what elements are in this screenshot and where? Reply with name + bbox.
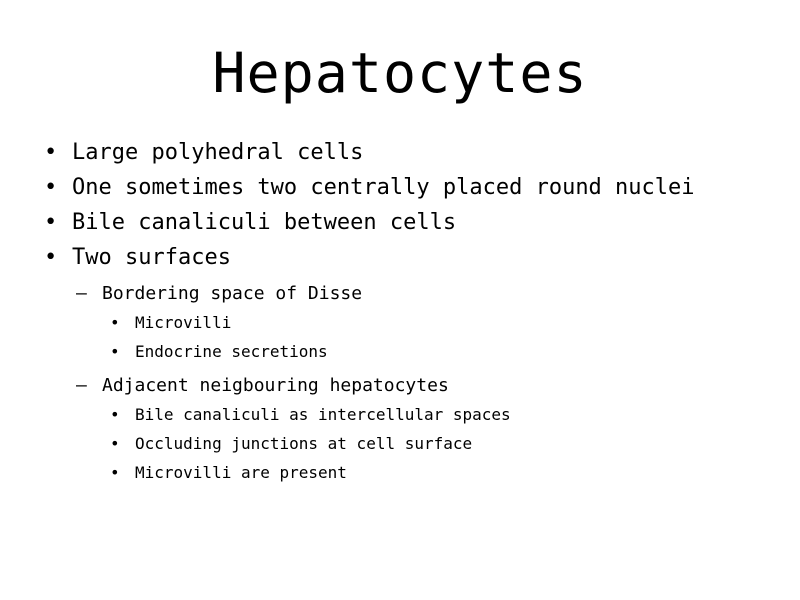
- detail-item: [110, 340, 328, 362]
- bullet-text: Large polyhedral cells: [72, 139, 364, 165]
- detail-item: [110, 461, 347, 483]
- detail-text: Microvilli: [135, 312, 232, 332]
- bullet-icon: •: [44, 174, 58, 200]
- bullet-icon: •: [110, 404, 120, 424]
- bullet-icon: •: [44, 209, 58, 235]
- detail-text: Microvilli are present: [135, 462, 347, 482]
- detail-text: Endocrine secretions: [135, 341, 328, 361]
- detail-item: [110, 432, 472, 454]
- bullet-icon: •: [110, 433, 120, 453]
- sub-bullet-text: Adjacent neigbouring hepatocytes: [102, 374, 449, 396]
- bullet-item: [44, 242, 231, 272]
- bullet-icon: •: [110, 312, 120, 332]
- bullet-icon: •: [44, 139, 58, 165]
- sub-bullet-item: [76, 373, 449, 397]
- bullet-icon: •: [44, 244, 58, 270]
- bullet-text: Two surfaces: [72, 244, 231, 270]
- bullet-item: [44, 172, 695, 202]
- bullet-text: Bile canaliculi between cells: [72, 209, 457, 235]
- sub-bullet-text: Bordering space of Disse: [102, 282, 363, 304]
- bullet-text: One sometimes two centrally placed round nuclei: [72, 174, 695, 200]
- sub-bullet-item: [76, 281, 362, 305]
- detail-item: [110, 403, 511, 425]
- detail-text: Bile canaliculi as intercellular spaces: [135, 404, 511, 424]
- dash-icon: –: [76, 282, 87, 304]
- bullet-item: [44, 207, 456, 237]
- bullet-icon: •: [110, 341, 120, 361]
- slide-title: Hepatocytes: [212, 41, 588, 105]
- detail-text: Occluding junctions at cell surface: [135, 433, 473, 453]
- detail-item: [110, 311, 231, 333]
- dash-icon: –: [76, 374, 87, 396]
- bullet-item: [44, 137, 363, 167]
- bullet-icon: •: [110, 462, 120, 482]
